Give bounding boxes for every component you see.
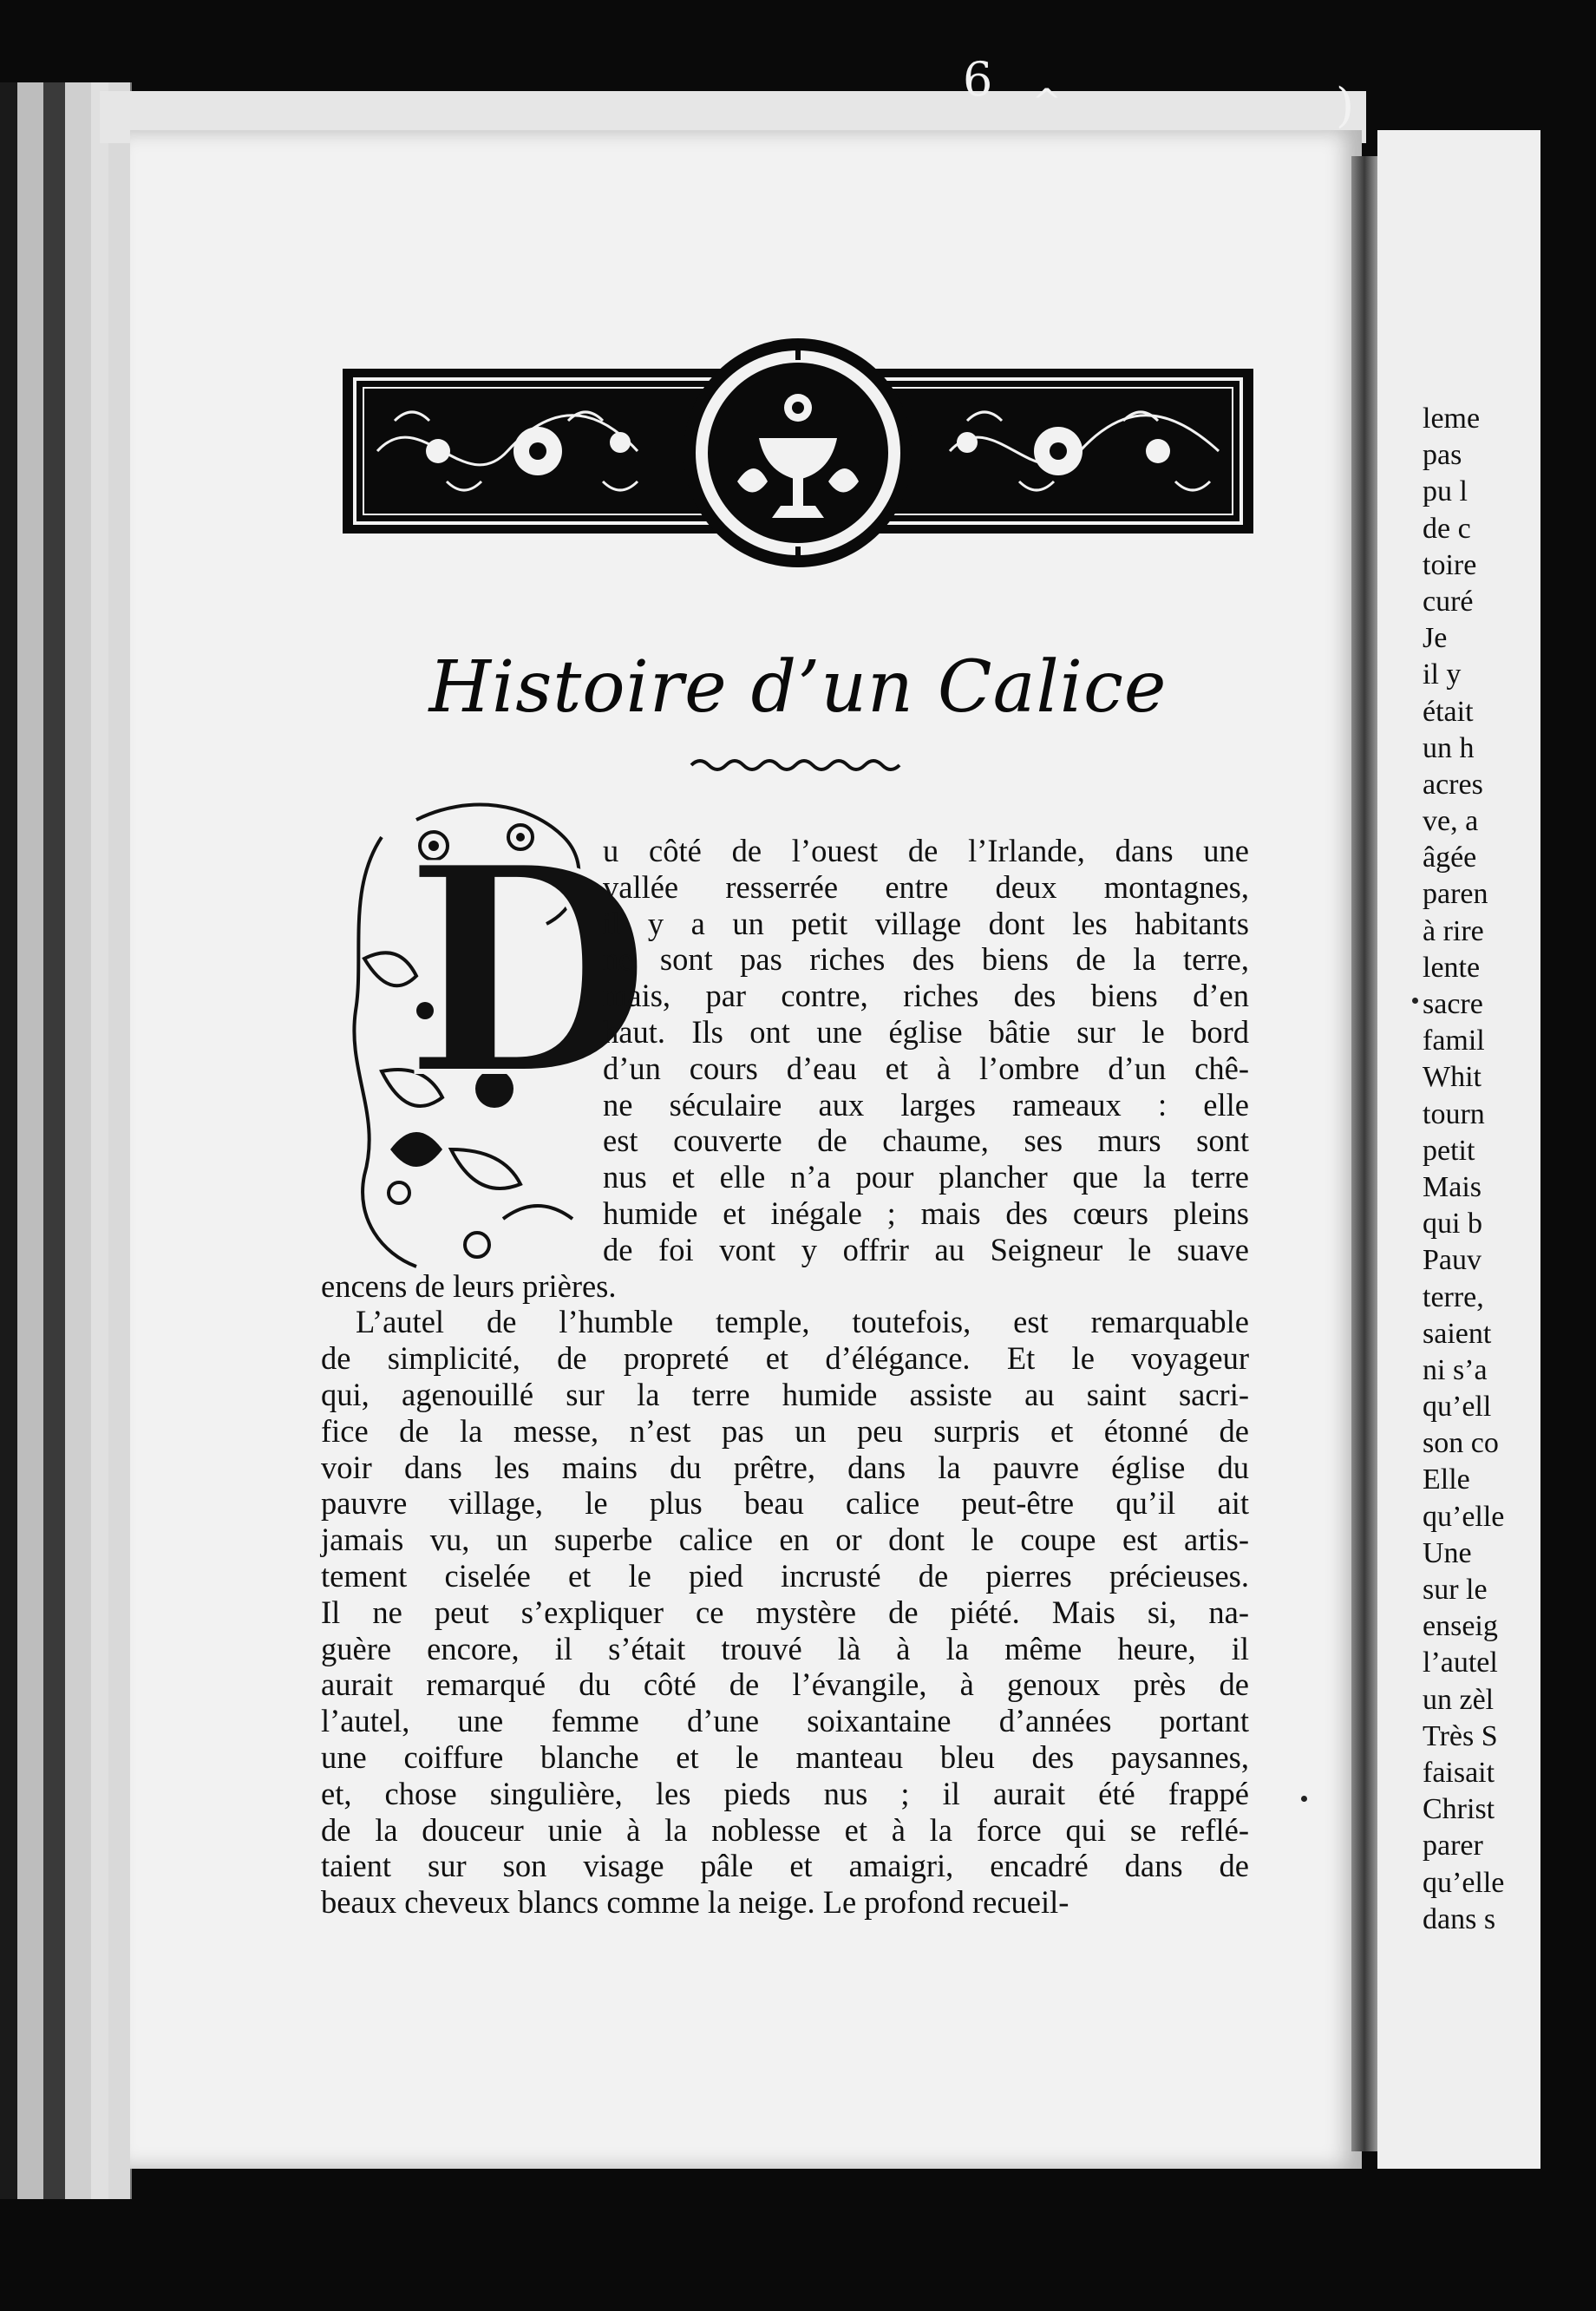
facing-page-line: toire xyxy=(1423,548,1477,581)
margin-marks xyxy=(937,35,1457,139)
facing-page-line: pas xyxy=(1423,439,1462,472)
text-line: qui, agenouillé sur la terre humide assiste au saint sacri- xyxy=(321,1376,1249,1412)
text-line: Il ne peut s’expliquer ce mystère de piété. Mais si, na- xyxy=(321,1594,1249,1630)
speck xyxy=(1301,1796,1307,1802)
facing-page-line: dans s xyxy=(1423,1902,1496,1935)
text-line: taient sur son visage pâle et amaigri, encadré dans de xyxy=(321,1848,1249,1884)
speck xyxy=(1412,998,1418,1004)
text-line: de simplicité, de propreté et d’élégance. Et le voyageur xyxy=(321,1340,1249,1377)
facing-page-line: qu’elle xyxy=(1423,1500,1505,1533)
margin-mark: ) xyxy=(1336,78,1355,133)
text-line: guère encore, il s’était trouvé là à la même heure, il xyxy=(321,1630,1249,1666)
text-line: haut. Ils ont une église bâtie sur le bord xyxy=(603,1013,1249,1050)
text-line: et, chose singulière, les pieds nus ; il aurait été frappé xyxy=(321,1775,1249,1811)
text-line: il y a un petit village dont les habitants xyxy=(603,905,1249,941)
facing-page-line: Whit xyxy=(1423,1061,1482,1094)
text-line: fice de la messe, n’est pas un peu surpris et étonné de xyxy=(321,1412,1249,1449)
facing-page-line: Très S xyxy=(1423,1719,1498,1752)
page-title: Histoire d’un Calice xyxy=(428,646,1168,729)
text-line: mais, par contre, riches des biens d’en xyxy=(603,978,1249,1014)
text-line: ne sont pas riches des biens de la terre, xyxy=(603,941,1249,978)
facing-page-line: un zèl xyxy=(1423,1683,1495,1716)
page-edges xyxy=(0,82,130,2199)
text-line: encens de leurs prières. xyxy=(321,1267,617,1304)
text-line: tement ciselée et le pied incrusté de pierres précieuses. xyxy=(321,1557,1249,1594)
facing-page-line: tourn xyxy=(1423,1097,1485,1130)
facing-page-line: sacre xyxy=(1423,988,1483,1020)
facing-page-line: acres xyxy=(1423,768,1483,801)
facing-page-line: qu’ell xyxy=(1423,1391,1492,1424)
book-gutter xyxy=(1351,156,1377,2151)
facing-page-line: ve, a xyxy=(1423,805,1479,838)
text-line: beaux cheveux blancs comme la neige. Le profond recueil- xyxy=(321,1884,1069,1921)
text-line: jamais vu, un superbe calice en or dont le coupe est artis- xyxy=(321,1522,1249,1558)
facing-page-line: à rire xyxy=(1423,914,1484,947)
text-line: une coiffure blanche et le manteau bleu des paysannes, xyxy=(321,1738,1249,1775)
text-line: aurait remarqué du côté de l’évangile, à genoux près de xyxy=(321,1666,1249,1703)
facing-page-line: était xyxy=(1423,695,1474,728)
text-line: nus et elle n’a pour plancher que la terre xyxy=(603,1159,1249,1195)
text-line: est couverte de chaume, ses murs sont xyxy=(603,1123,1249,1159)
text-line: L’autel de l’humble temple, toutefois, est remarquable xyxy=(356,1304,1249,1340)
facing-page-line: curé xyxy=(1423,585,1474,618)
facing-page-line: Une xyxy=(1423,1536,1472,1569)
text-line: l’autel, une femme d’une soixantaine d’années portant xyxy=(321,1703,1249,1739)
facing-page-line: ni s’a xyxy=(1423,1353,1488,1386)
facing-page-line: un h xyxy=(1423,731,1475,764)
margin-mark: ^ xyxy=(1032,82,1062,122)
facing-page-line: paren xyxy=(1423,878,1488,911)
text-line: u côté de l’ouest de l’Irlande, dans une xyxy=(603,833,1249,868)
facing-page-line: saient xyxy=(1423,1317,1492,1350)
facing-page-line: l’autel xyxy=(1423,1647,1498,1679)
facing-page-line: qui b xyxy=(1423,1208,1482,1241)
facing-page-line: Je xyxy=(1423,622,1448,655)
facing-page-line: qu’elle xyxy=(1423,1866,1505,1899)
facing-page-line: pu l xyxy=(1423,475,1468,508)
facing-page-line: leme xyxy=(1423,403,1481,435)
text-line: humide et inégale ; mais des cœurs pleins xyxy=(603,1195,1249,1231)
facing-page-line: parer xyxy=(1423,1830,1483,1863)
facing-page-text xyxy=(1423,401,1596,1938)
facing-page-line: de c xyxy=(1423,512,1471,545)
facing-page-line: Elle xyxy=(1423,1463,1470,1496)
facing-page-line: faisait xyxy=(1423,1756,1495,1789)
facing-page-line: il y xyxy=(1423,658,1462,691)
article-body xyxy=(321,833,1249,1921)
facing-page-line: âgée xyxy=(1423,841,1477,874)
text-line: vallée resserrée entre deux montagnes, xyxy=(603,868,1249,905)
title-underline-ornament xyxy=(687,753,904,777)
facing-page-line: Pauv xyxy=(1423,1244,1482,1277)
text-line: voir dans les mains du prêtre, dans la pauvre église du xyxy=(321,1449,1249,1485)
facing-page-line: lente xyxy=(1423,951,1481,984)
text-line: ne séculaire aux larges rameaux : elle xyxy=(603,1086,1249,1123)
facing-page-line: terre, xyxy=(1423,1280,1484,1313)
facing-page-line: son co xyxy=(1423,1427,1499,1460)
header-ornament xyxy=(343,334,1253,573)
text-line: pauvre village, le plus beau calice peut-être qu’il ait xyxy=(321,1485,1249,1522)
right-page xyxy=(1377,130,1540,2169)
facing-page-line: famil xyxy=(1423,1025,1485,1057)
text-line: de la douceur unie à la noblesse et à la force qui se reflé- xyxy=(321,1811,1249,1848)
margin-mark: 6 xyxy=(963,52,993,107)
facing-page-line: sur le xyxy=(1423,1574,1488,1606)
facing-page-line: Mais xyxy=(1423,1170,1482,1203)
text-line: d’un cours d’eau et à l’ombre d’un chê- xyxy=(603,1050,1249,1086)
text-line: de foi vont y offrir au Seigneur le suave xyxy=(603,1231,1249,1267)
facing-page-line: petit xyxy=(1423,1134,1475,1167)
facing-page-line: Christ xyxy=(1423,1793,1495,1826)
dropcap-letter: D xyxy=(403,802,652,1139)
facing-page-line: enseig xyxy=(1423,1610,1498,1643)
